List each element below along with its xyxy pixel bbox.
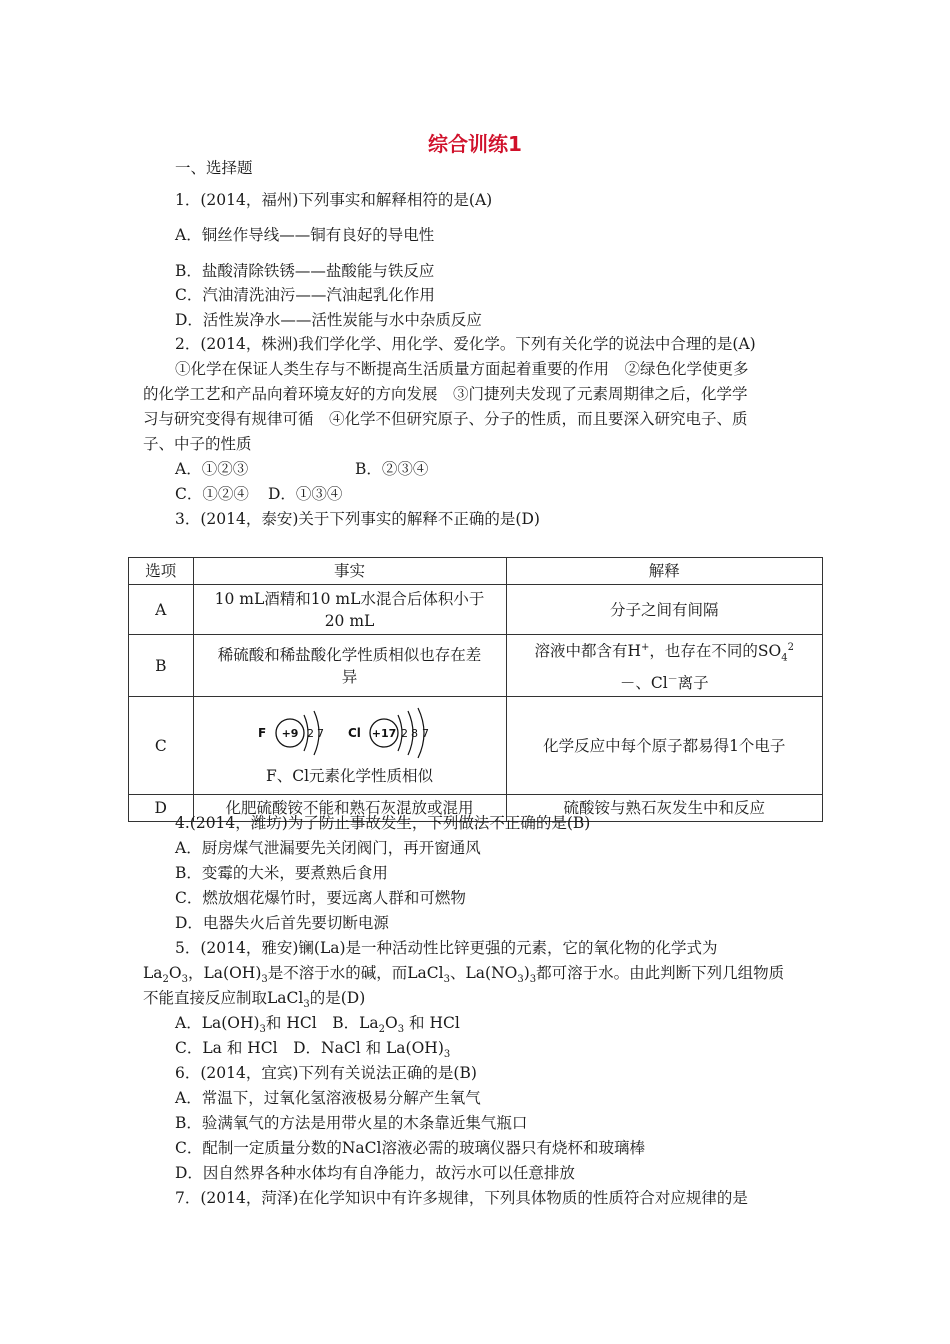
fact-text: 20 mL [324, 611, 375, 630]
q2-option-b: B．②③④ [355, 460, 429, 478]
q4-option-d: D．电器失火后首先要切断电源 [175, 914, 389, 932]
q5-stem-line: $La_2O_3$，$La(OH)_3$是不溶于水的碱，而LaCl$_3$、$La(NO_3)_3$都可溶于水。由此判断下列几组物质 [143, 964, 785, 986]
q6-stem: 6．(2014，宜宾)下列有关说法正确的是(B) [175, 1064, 477, 1082]
table-cell-fact [193, 635, 506, 697]
atom-structure-diagram [200, 705, 500, 765]
nucleus-charge-cl: +17 [371, 726, 396, 740]
q2-option-c: C．①②④ [175, 485, 249, 503]
q6-option-a: A．常温下，过氧化氢溶液极易分解产生氧气 [175, 1089, 481, 1107]
q5-stem-line: 5．(2014，雅安)镧(La)是一种活动性比锌更强的元素，它的氧化物的化学式为 [175, 939, 718, 957]
table-cell-option: C [129, 697, 194, 795]
table-cell-explanation: 分子之间有间隔 [506, 585, 822, 635]
q2-body-line: 子、中子的性质 [143, 435, 252, 453]
q2-body-line: 的化学工艺和产品向着环境友好的方向发展 ③门捷列夫发现了元素周期律之后，化学学 [143, 385, 748, 403]
q5-options-ab: A．$La(OH)_3$和 HCl B．$La_2O_3$ 和 HCl [175, 1014, 460, 1036]
q2-stem: 2．(2014，株洲)我们学化学、用化学、爱化学。下列有关化学的说法中合理的是(A) [175, 335, 756, 353]
explanation-text: 溶液中都含有H+，也存在不同的$SO_4^2$ [534, 642, 794, 664]
q4-option-b: B．变霉的大米，要煮熟后食用 [175, 864, 388, 882]
table-cell-explanation: 化学反应中每个原子都易得1个电子 [506, 697, 822, 795]
fact-text: 10 mL酒精和10 mL水混合后体积小于 [214, 589, 485, 608]
page-title: 综合训练1 [428, 132, 522, 156]
q5-stem-line: 不能直接反应制取LaCl$_3$的是(D) [143, 989, 366, 1011]
electron-count: 2 [306, 726, 314, 740]
q6-option-d: D．因自然界各种水体均有自净能力，故污水可以任意排放 [175, 1164, 575, 1182]
q5-options-cd: C．La 和 HCl D．NaCl 和 $La(OH)_3$ [175, 1039, 451, 1061]
table-header-cell: 解释 [506, 558, 822, 585]
q6-option-c: C．配制一定质量分数的NaCl溶液必需的玻璃仪器只有烧杯和玻璃棒 [175, 1139, 645, 1157]
q1-stem: 1．(2014，福州)下列事实和解释相符的是(A) [175, 191, 493, 209]
q2-option-a: A．①②③ [175, 460, 249, 478]
q4-option-c: C．燃放烟花爆竹时，要远离人群和可燃物 [175, 889, 466, 907]
table-cell-fact [193, 697, 506, 795]
q2-option-d: D．①③④ [268, 485, 343, 503]
electron-count: 7 [316, 726, 324, 740]
fact-text: F、Cl元素化学性质相似 [265, 766, 434, 785]
table-header-cell: 事实 [193, 558, 506, 585]
electron-count: 7 [421, 726, 429, 740]
table-cell-explanation [506, 635, 822, 697]
q2-body-line: 习与研究变得有规律可循 ④化学不但研究原子、分子的性质，而且要深入研究电子、质 [143, 410, 748, 428]
q1-option-c: C．汽油清洗油污——汽油起乳化作用 [175, 286, 435, 304]
q1-option-d: D．活性炭净水——活性炭能与水中杂质反应 [175, 311, 482, 329]
table-row [129, 585, 823, 635]
table-cell-option: D [129, 795, 194, 822]
section-heading: 一、选择题 [175, 159, 253, 177]
atom-symbol-cl: Cl [347, 725, 361, 740]
explanation-text: －、Cl－离子 [619, 674, 709, 693]
table-cell-explanation: 硫酸铵与熟石灰发生中和反应 [506, 795, 822, 822]
table-row [129, 635, 823, 697]
q1-option-a: A．铜丝作导线——铜有良好的导电性 [175, 226, 435, 244]
q3-table [128, 557, 823, 822]
q4-option-a: A．厨房煤气泄漏要先关闭阀门，再开窗通风 [175, 839, 481, 857]
q3-stem: 3．(2014，泰安)关于下列事实的解释不正确的是(D) [175, 510, 540, 528]
table-header-cell: 选项 [129, 558, 194, 585]
table-header-row [129, 558, 823, 585]
table-cell-fact: 化肥硫酸铵不能和熟石灰混放或混用 [193, 795, 506, 822]
nucleus-charge-f: +9 [281, 726, 298, 740]
table-row [129, 697, 823, 795]
fact-text: 稀硫酸和稀盐酸化学性质相似也存在差 [217, 645, 482, 664]
q4-stem: 4.(2014，潍坊)为了防止事故发生，下列做法不正确的是(B) [175, 814, 591, 832]
table-cell-fact [193, 585, 506, 635]
atom-diagrams [200, 705, 500, 765]
table-cell-option: B [129, 635, 194, 697]
table-cell-option: A [129, 585, 194, 635]
q1-option-b: B．盐酸清除铁锈——盐酸能与铁反应 [175, 262, 435, 280]
electron-count: 2 [400, 726, 408, 740]
fact-text: 异 [341, 667, 358, 686]
q7-stem: 7．(2014，菏泽)在化学知识中有许多规律，下列具体物质的性质符合对应规律的是 [175, 1189, 748, 1207]
q6-option-b: B．验满氧气的方法是用带火星的木条靠近集气瓶口 [175, 1114, 528, 1132]
atom-symbol-f: F [257, 725, 266, 740]
q2-body-line: ①化学在保证人类生存与不断提高生活质量方面起着重要的作用 ②绿色化学使更多 [175, 360, 749, 378]
electron-count: 8 [410, 726, 418, 740]
